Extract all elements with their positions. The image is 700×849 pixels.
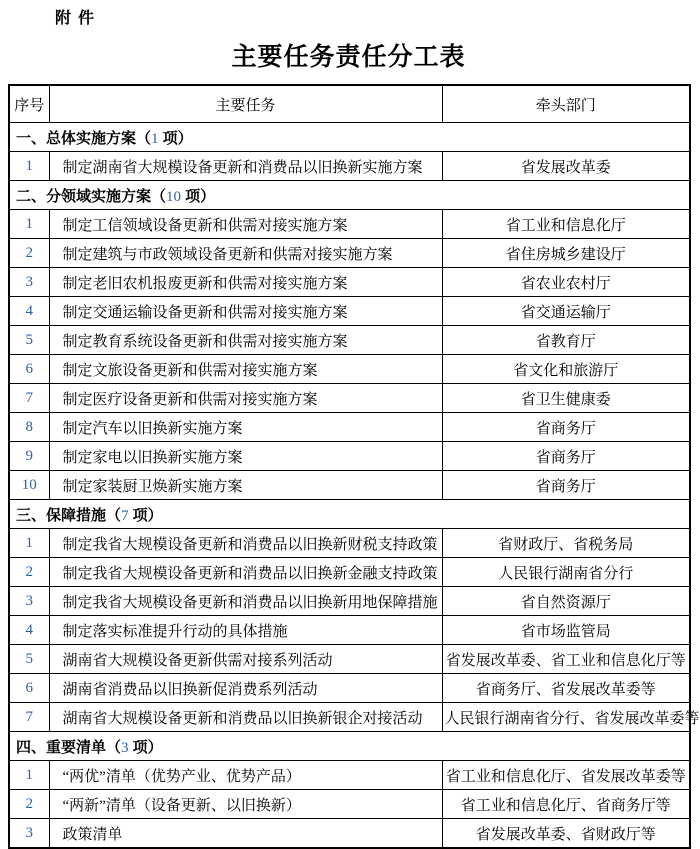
row-department: 省交通运输厅	[442, 297, 690, 326]
header-cell-department: 牵头部门	[442, 85, 690, 123]
row-task: 制定我省大规模设备更新和消费品以旧换新金融支持政策	[49, 558, 442, 587]
row-department: 省住房城乡建设厅	[442, 239, 690, 268]
table-row	[9, 384, 690, 413]
section-title-suffix: 项）	[128, 506, 163, 524]
row-number: 9	[9, 442, 49, 471]
table-row	[9, 645, 690, 674]
row-department: 省发展改革委、省财政厅等	[442, 819, 690, 849]
table-row	[9, 355, 690, 384]
document-page	[0, 5, 700, 843]
page-title: 主要任务责任分工表	[231, 43, 466, 71]
row-number: 1	[9, 152, 49, 181]
row-number: 8	[9, 413, 49, 442]
header-cell-task: 主要任务	[49, 85, 442, 123]
row-task: 湖南省大规模设备更新和消费品以旧换新银企对接活动	[49, 703, 442, 732]
row-task: 制定文旅设备更新和供需对接实施方案	[49, 355, 442, 384]
row-number: 4	[9, 297, 49, 326]
row-task: 制定我省大规模设备更新和消费品以旧换新财税支持政策	[49, 529, 442, 558]
table-row	[9, 529, 690, 558]
table-row	[9, 616, 690, 645]
row-department: 省商务厅、省发展改革委等	[442, 674, 690, 703]
row-number: 7	[9, 384, 49, 413]
section-header-row	[9, 500, 690, 529]
section-title-prefix: 一、总体实施方案（	[16, 129, 152, 147]
row-number: 5	[9, 326, 49, 355]
table-row	[9, 152, 690, 181]
row-task: 制定家装厨卫焕新实施方案	[49, 471, 442, 500]
section-header-row	[9, 732, 690, 761]
attachment-label: 附件	[55, 10, 102, 27]
row-task: 制定医疗设备更新和供需对接实施方案	[49, 384, 442, 413]
row-task: 制定老旧农机报废更新和供需对接实施方案	[49, 268, 442, 297]
row-number: 3	[9, 587, 49, 616]
row-department: 省商务厅	[442, 413, 690, 442]
row-number: 1	[9, 761, 49, 790]
row-department: 人民银行湖南省分行、省发展改革委等	[442, 703, 690, 732]
row-department: 省农业农村厅	[442, 268, 690, 297]
table-row	[9, 326, 690, 355]
table-row	[9, 790, 690, 819]
row-number: 7	[9, 703, 49, 732]
section-title	[9, 732, 690, 761]
section-title	[9, 181, 690, 210]
section-title-suffix: 项）	[128, 738, 163, 756]
row-number: 2	[9, 790, 49, 819]
section-item-count: 3	[121, 739, 129, 756]
section-title	[9, 500, 690, 529]
row-department: 省商务厅	[442, 471, 690, 500]
row-task: 制定家电以旧换新实施方案	[49, 442, 442, 471]
row-department: 省发展改革委、省工业和信息化厅等	[442, 645, 690, 674]
table-row	[9, 210, 690, 239]
table-header-row	[9, 85, 690, 123]
row-task: 制定交通运输设备更新和供需对接实施方案	[49, 297, 442, 326]
row-task: 制定落实标准提升行动的具体措施	[49, 616, 442, 645]
row-department: 省教育厅	[442, 326, 690, 355]
row-department: 省工业和信息化厅、省发展改革委等	[442, 761, 690, 790]
row-task: 制定教育系统设备更新和供需对接实施方案	[49, 326, 442, 355]
section-title-suffix: 项）	[158, 129, 193, 147]
section-title-prefix: 二、分领域实施方案（	[16, 187, 167, 205]
row-task: “两新”清单（设备更新、以旧换新）	[49, 790, 442, 819]
section-item-count: 10	[166, 188, 182, 205]
row-department: 省商务厅	[442, 442, 690, 471]
row-department: 省财政厅、省税务局	[442, 529, 690, 558]
table-row	[9, 239, 690, 268]
table-header	[9, 85, 690, 123]
section-title-prefix: 三、保障措施（	[16, 506, 122, 524]
task-table-body	[9, 123, 700, 849]
row-number: 3	[9, 268, 49, 297]
table-row	[9, 558, 690, 587]
row-task: 政策清单	[49, 819, 442, 849]
row-department: 省卫生健康委	[442, 384, 690, 413]
row-number: 10	[9, 471, 49, 500]
section-title-suffix: 项）	[181, 187, 216, 205]
row-department: 省发展改革委	[442, 152, 690, 181]
row-task: 制定建筑与市政领域设备更新和供需对接实施方案	[49, 239, 442, 268]
row-number: 4	[9, 616, 49, 645]
section-item-count: 7	[121, 507, 129, 524]
row-number: 5	[9, 645, 49, 674]
row-task: 湖南省消费品以旧换新促消费系列活动	[49, 674, 442, 703]
row-department: 省工业和信息化厅	[442, 210, 690, 239]
table-row	[9, 819, 690, 849]
table-row	[9, 268, 690, 297]
table-row	[9, 587, 690, 616]
row-task: “两优”清单（优势产业、优势产品）	[49, 761, 442, 790]
section-header-row	[9, 123, 690, 152]
section-item-count: 1	[151, 130, 159, 147]
row-number: 2	[9, 239, 49, 268]
header-cell-index: 序号	[9, 85, 49, 123]
row-number: 3	[9, 819, 49, 849]
table-row	[9, 761, 690, 790]
row-department: 省文化和旅游厅	[442, 355, 690, 384]
table-row	[9, 413, 690, 442]
row-number: 6	[9, 674, 49, 703]
section-title-prefix: 四、重要清单（	[16, 738, 122, 756]
row-department: 省自然资源厅	[442, 587, 690, 616]
row-number: 6	[9, 355, 49, 384]
row-task: 湖南省大规模设备更新供需对接系列活动	[49, 645, 442, 674]
table-row	[9, 703, 690, 732]
task-table	[8, 84, 700, 849]
row-number: 1	[9, 529, 49, 558]
row-number: 2	[9, 558, 49, 587]
table-row	[9, 442, 690, 471]
row-department: 省市场监管局	[442, 616, 690, 645]
row-task: 制定我省大规模设备更新和消费品以旧换新用地保障措施	[49, 587, 442, 616]
row-task: 制定汽车以旧换新实施方案	[49, 413, 442, 442]
row-number: 1	[9, 210, 49, 239]
table-row	[9, 674, 690, 703]
row-department: 人民银行湖南省分行	[442, 558, 690, 587]
row-task: 制定湖南省大规模设备更新和消费品以旧换新实施方案	[49, 152, 442, 181]
table-row	[9, 471, 690, 500]
section-header-row	[9, 181, 690, 210]
row-department: 省工业和信息化厅、省商务厅等	[442, 790, 690, 819]
section-title	[9, 123, 690, 152]
row-task: 制定工信领域设备更新和供需对接实施方案	[49, 210, 442, 239]
table-row	[9, 297, 690, 326]
